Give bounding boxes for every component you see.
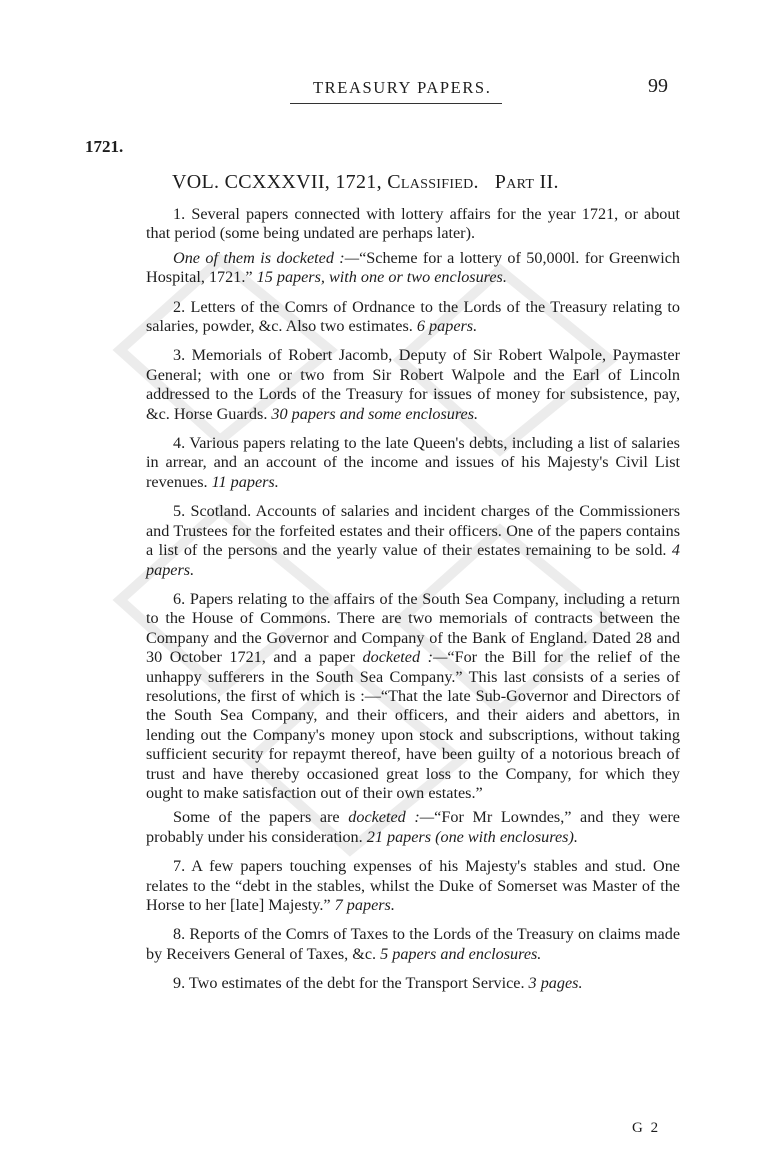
entry-9 bbox=[146, 974, 680, 993]
entry-count: 7 papers. bbox=[334, 896, 395, 914]
classified-label: Classified. bbox=[387, 171, 479, 193]
entry-paragraph bbox=[146, 974, 680, 993]
entry-paragraph bbox=[146, 925, 680, 964]
entry-2 bbox=[146, 298, 680, 337]
entry-text: A few papers touching expenses of his Majesty's stables and stud. One relates to the “debt in the stables, whilst the Duke of Somerset was Master of the Horse to her [late] Majesty.” bbox=[146, 857, 680, 914]
entry-quote: “For Mr Lowndes,” and they were probably under his consideration. bbox=[146, 808, 680, 846]
entry-count: 3 pages. bbox=[528, 974, 583, 993]
entry-paragraph bbox=[146, 808, 680, 847]
entry-text: Two estimates of the debt for the Transport Service. bbox=[188, 974, 525, 993]
entry-1 bbox=[146, 205, 680, 288]
entry-note: docketed :— bbox=[348, 808, 435, 827]
entry-note: docketed :— bbox=[362, 648, 448, 667]
entry-count: 6 papers. bbox=[416, 317, 478, 336]
entry-5 bbox=[146, 502, 680, 580]
entry-number: 1. bbox=[173, 205, 186, 223]
part-label: Part II. bbox=[494, 171, 559, 193]
page-number: 99 bbox=[648, 75, 668, 97]
entry-text: Various papers relating to the late Queen's debts, including a list of salaries in arrear, and an account of the income and issues of his Majesty's Civil List revenues. bbox=[146, 434, 680, 491]
entry-paragraph bbox=[146, 346, 680, 424]
entry-number: 5. bbox=[173, 502, 186, 521]
entry-paragraph bbox=[146, 249, 680, 288]
entry-paragraph bbox=[146, 857, 680, 915]
entry-count: 15 papers, with one or two enclosures. bbox=[256, 268, 507, 287]
entry-paragraph bbox=[146, 434, 680, 492]
header-rule bbox=[290, 103, 502, 104]
volume-heading bbox=[172, 171, 559, 194]
entry-number: 7. bbox=[173, 857, 186, 876]
entry-3 bbox=[146, 346, 680, 424]
entry-number: 3. bbox=[173, 346, 186, 365]
entry-text: Papers relating to the affairs of the South Sea Company, including a return to the House of Commons. There are two memorials of contracts between the Company and the Governor and Company of the Bank of England. Dated 28 and 30 October 1721, and a paper bbox=[146, 589, 680, 667]
entry-paragraph bbox=[146, 502, 680, 580]
entry-paragraph bbox=[146, 205, 680, 244]
entry-number: 2. bbox=[173, 297, 186, 316]
signature-mark: G 2 bbox=[632, 1120, 661, 1136]
entry-text: Reports of the Comrs of Taxes to the Lords of the Treasury on claims made by Receivers General of Taxes, &c. bbox=[146, 925, 681, 963]
running-head bbox=[0, 76, 768, 106]
entry-text: Memorials of Robert Jacomb, Deputy of Sir Robert Walpole, Paymaster General; with one or two from Sir Robert Walpole and the Earl of Lincoln addressed to the Lords of the Treasury for issues of money for subsistence, pay, &c. Horse Guards. bbox=[146, 346, 680, 423]
entry-text: Several papers connected with lottery affairs for the year 1721, or about that period (some being undated are perhaps later). bbox=[146, 205, 680, 243]
entry-count: 30 papers and some enclosures. bbox=[271, 404, 479, 423]
entry-text: Some of the papers are bbox=[173, 808, 340, 827]
entry-count: 4 papers. bbox=[146, 541, 680, 579]
entry-note: One of them is docketed :— bbox=[173, 248, 360, 267]
entry-6 bbox=[146, 590, 680, 847]
entry-quote: “For the Bill for the relief of the unhappy sufferers in the South Sea Company.” This last consists of a series of resolutions, the first of which is :—“That the late Sub-Governor and Directors of the South Sea Company, and their officers, and their aiders and abettors, in lending out the Company's money upon stock and subscriptions, without taking sufficient security for repaymt thereof, have been guilty of a notorious breach of trust and have thereby occasioned great loss to the Company, for which they ought to make satisfaction out of their own estates.” bbox=[146, 648, 681, 802]
entry-number: 8. bbox=[173, 925, 186, 944]
entry-paragraph bbox=[146, 298, 680, 337]
entry-number: 4. bbox=[173, 434, 186, 453]
entry-text: Letters of the Comrs of Ordnance to the Lords of the Treasury relating to salaries, powder, &c. Also two estimates. bbox=[146, 297, 680, 336]
entry-number: 9. bbox=[173, 974, 186, 993]
volume-title: VOL. CCXXXVII, 1721, bbox=[172, 171, 382, 193]
entry-text: Scotland. Accounts of salaries and incident charges of the Commissioners and Trustees for the forfeited estates and their officers. One of the papers contains a list of the persons and the yearly value of their estates remaining to be sold. bbox=[146, 502, 681, 560]
entry-paragraph bbox=[146, 590, 680, 803]
entry-7 bbox=[146, 857, 680, 915]
entry-count: 21 papers (one with enclosures). bbox=[366, 827, 578, 846]
entry-count: 5 papers and enclosures. bbox=[380, 944, 542, 963]
entry-8 bbox=[146, 925, 680, 964]
running-title: TREASURY PAPERS. bbox=[313, 78, 492, 97]
entry-quote: “Scheme for a lottery of 50,000l. for Greenwich Hospital, 1721.” bbox=[146, 248, 681, 287]
margin-year: 1721. bbox=[85, 137, 124, 156]
entries-list bbox=[146, 205, 680, 1004]
entry-number: 6. bbox=[173, 589, 186, 608]
entry-4 bbox=[146, 434, 680, 492]
entry-count: 11 papers. bbox=[211, 472, 279, 491]
